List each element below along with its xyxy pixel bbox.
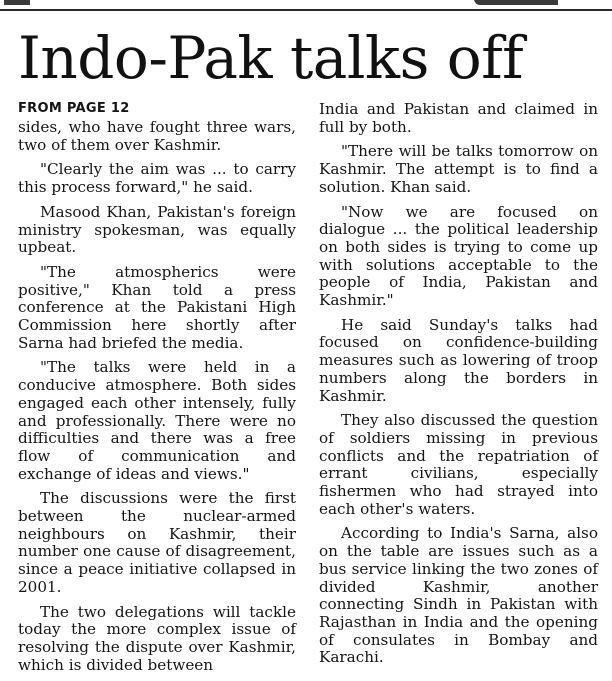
cropped-header-fragment-left	[4, 0, 30, 5]
article-paragraph: sides, who have fought three wars, two of them over Kashmir.	[18, 118, 296, 154]
article-paragraph: India and Pakistan and claimed in full by both.	[319, 100, 598, 136]
article-paragraph: "Now we are focused on dialogue ... the political leadership on both sides is trying to come up with solutions acceptable to the people of India, Pakistan and Kashmir."	[319, 202, 598, 310]
article-column-1	[18, 100, 296, 681]
cropped-header-fragment-right	[474, 0, 558, 5]
page-top-rule	[0, 0, 612, 14]
continuation-kicker: FROM PAGE 12	[18, 101, 130, 116]
article-column-2	[319, 101, 598, 674]
article-paragraph: According to India's Sarna, also on the table are issues such as a bus service linking the two zones of divided Kashmir, another connecting Sindh in Pakistan with Rajasthan in India and the opening of consulates in Bombay and Karachi.	[319, 524, 598, 667]
article-paragraph: "There will be talks tomorrow on Kashmir. The attempt is to find a solution. Khan said.	[319, 142, 598, 196]
top-divider-line	[0, 9, 612, 11]
article-paragraph: The two delegations will tackle today the more complex issue of resolving the dispute over Kashmir, which is divided between	[18, 602, 296, 674]
article-paragraph: Masood Khan, Pakistan's foreign ministry spokesman, was equally upbeat.	[18, 202, 296, 257]
article-paragraph: He said Sunday's talks had focused on confidence-building measures such as lowering of troop numbers along the borders in Kashmir.	[319, 315, 598, 405]
article-paragraph: The discussions were the first between the nuclear-armed neighbours on Kashmir, their number one cause of disagreement, since a peace initiative collapsed in 2001.	[18, 489, 296, 596]
article-paragraph: "Clearly the aim was ... to carry this process forward," he said.	[18, 160, 296, 197]
article-headline: Indo-Pak talks off	[18, 24, 524, 92]
article-paragraph: "The atmospherics were positive," Khan told a press conference at the Pakistani High Commission here shortly after Sarna had briefed the media.	[18, 262, 296, 352]
article-paragraph: "The talks were held in a conducive atmosphere. Both sides engaged each other intensely, fully and professionally. There were no difficulties and there was a free flow of communication and exchange of ideas and views."	[18, 358, 296, 483]
article-paragraph: They also discussed the question of soldiers missing in previous conflicts and the repatriation of errant civilians, especially fishermen who had strayed into each other's waters.	[319, 411, 598, 518]
